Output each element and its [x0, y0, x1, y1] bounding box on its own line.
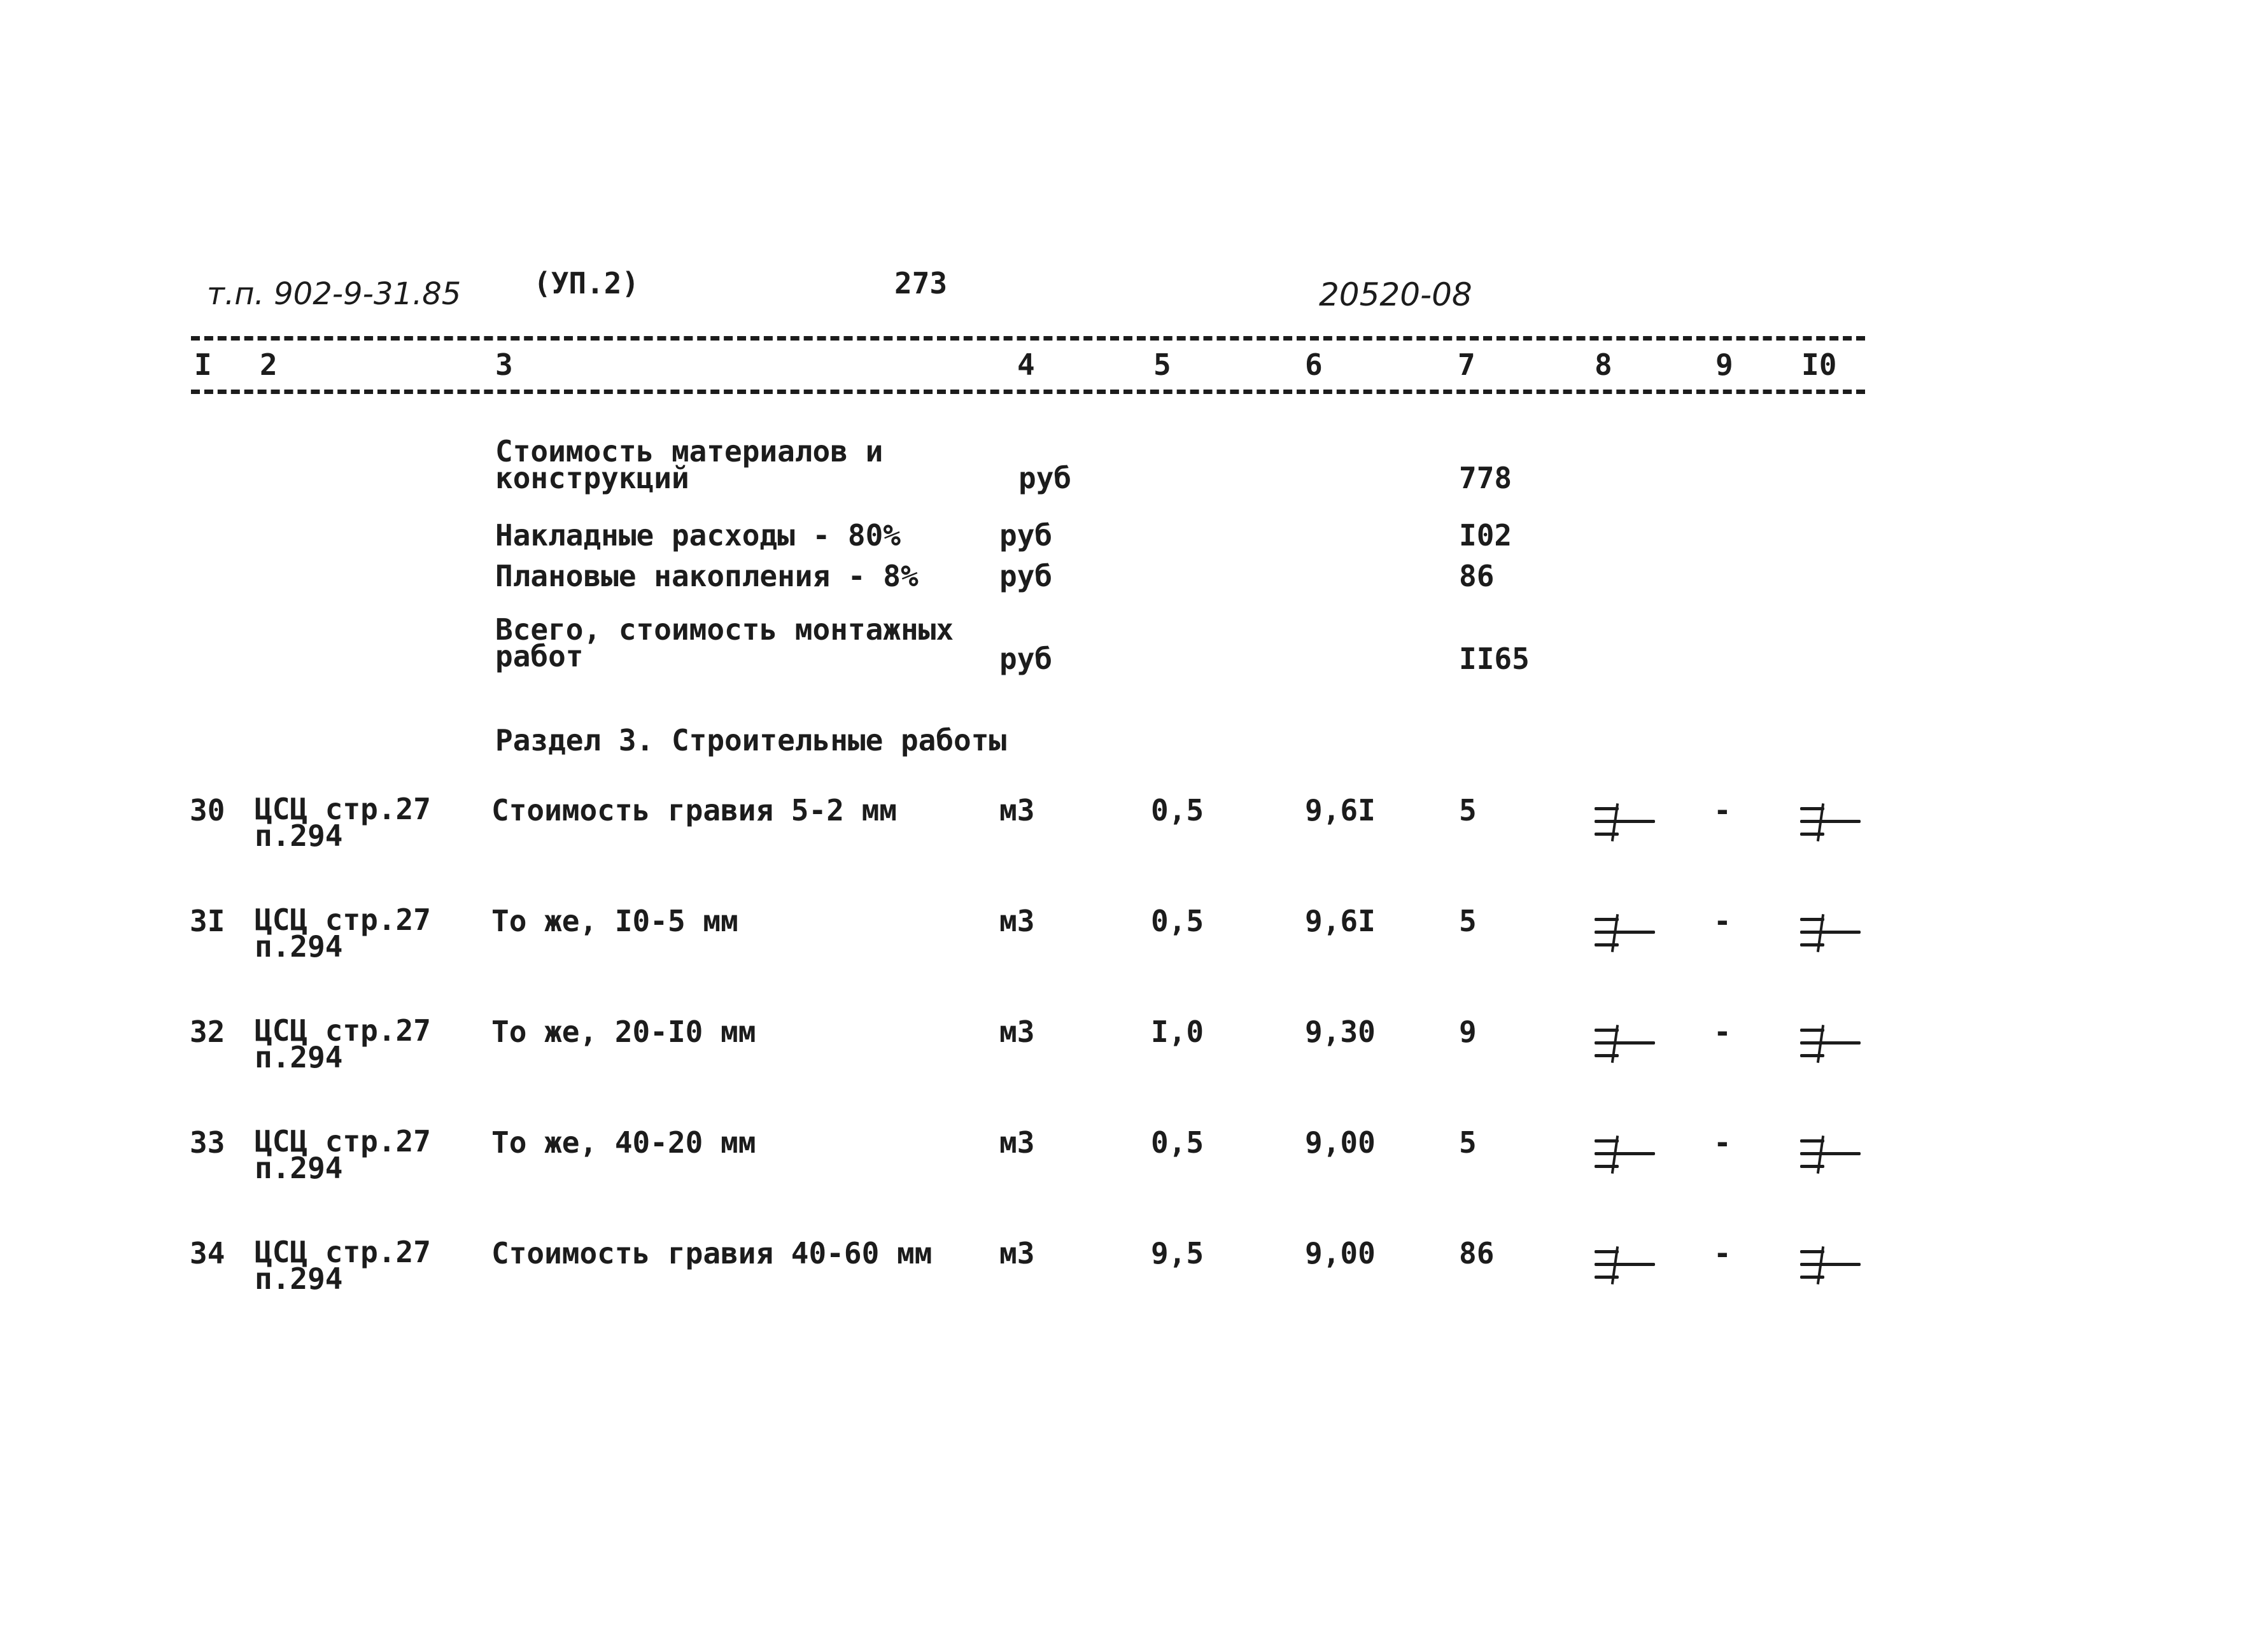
summary-value: I02 — [1459, 518, 1512, 552]
row-unit: м3 — [999, 793, 1035, 827]
row-total: 9 — [1459, 1015, 1477, 1049]
col-2-header: 2 — [260, 348, 278, 382]
ditto-mark — [1800, 1029, 1861, 1066]
row-quantity: 0,5 — [1151, 793, 1204, 827]
row-name: Стоимость гравия 5-2 мм — [491, 793, 897, 827]
row-total: 5 — [1459, 904, 1477, 938]
col-10-header: I0 — [1801, 348, 1837, 382]
summary-value: 778 — [1459, 461, 1512, 495]
col-3-header: 3 — [495, 348, 513, 382]
col-4-header: 4 — [1017, 348, 1035, 382]
summary-label: Стоимость материалов и конструкций — [495, 434, 884, 495]
summary-label: Плановые накопления - 8% — [495, 559, 919, 593]
volume-label: (УП.2) — [533, 266, 640, 300]
row-price: 9,30 — [1305, 1015, 1376, 1049]
ditto-mark — [1800, 1250, 1861, 1287]
row-total: 5 — [1459, 793, 1477, 827]
row-number: 3I — [190, 904, 225, 938]
ditto-mark — [1800, 807, 1861, 844]
row-name: То же, 20-I0 мм — [491, 1015, 756, 1049]
row-reference: ЦСЦ стр.27 п.294 — [255, 1124, 431, 1185]
row-price: 9,6I — [1305, 793, 1376, 827]
summary-label: Всего, стоимость монтажных работ — [495, 612, 954, 673]
page-number: 273 — [894, 266, 948, 300]
row-quantity: I,0 — [1151, 1015, 1204, 1049]
row-unit: м3 — [999, 904, 1035, 938]
summary-unit: руб — [999, 642, 1053, 676]
document-code: т.п. 902-9-31.85 — [207, 276, 461, 312]
col-6-header: 6 — [1305, 348, 1323, 382]
col-1-header: I — [194, 348, 212, 382]
col-9-header: 9 — [1715, 348, 1733, 382]
row-total: 86 — [1459, 1236, 1495, 1270]
row-price: 9,6I — [1305, 904, 1376, 938]
row-col9-value: - — [1714, 1236, 1731, 1270]
row-price: 9,00 — [1305, 1236, 1376, 1270]
row-reference: ЦСЦ стр.27 п.294 — [255, 1013, 431, 1074]
col-5-header: 5 — [1153, 348, 1171, 382]
sheet-code: 20520-08 — [1319, 276, 1472, 313]
row-reference: ЦСЦ стр.27 п.294 — [255, 1235, 431, 1296]
col-7-header: 7 — [1458, 348, 1476, 382]
row-quantity: 0,5 — [1151, 904, 1204, 938]
row-col9-value: - — [1714, 1125, 1731, 1160]
summary-unit: руб — [999, 559, 1053, 593]
row-quantity: 9,5 — [1151, 1236, 1204, 1270]
row-unit: м3 — [999, 1125, 1035, 1160]
row-reference: ЦСЦ стр.27 п.294 — [255, 792, 431, 853]
summary-label: Накладные расходы - 80% — [495, 518, 901, 552]
summary-value: II65 — [1459, 642, 1530, 676]
summary-unit: руб — [1018, 461, 1072, 495]
ditto-mark — [1800, 918, 1861, 955]
row-reference: ЦСЦ стр.27 п.294 — [255, 903, 431, 964]
row-col9-value: - — [1714, 793, 1731, 827]
ditto-mark — [1595, 1139, 1655, 1176]
ditto-mark — [1595, 918, 1655, 955]
row-unit: м3 — [999, 1015, 1035, 1049]
row-number: 30 — [190, 793, 225, 827]
ditto-mark — [1800, 1139, 1861, 1176]
row-name: То же, I0-5 мм — [491, 904, 738, 938]
row-price: 9,00 — [1305, 1125, 1376, 1160]
header-rule-bottom — [191, 390, 1865, 394]
row-number: 34 — [190, 1236, 225, 1270]
row-name: То же, 40-20 мм — [491, 1125, 756, 1160]
header-rule-top — [191, 336, 1865, 341]
summary-value: 86 — [1459, 559, 1495, 593]
row-total: 5 — [1459, 1125, 1477, 1160]
ditto-mark — [1595, 1029, 1655, 1066]
row-unit: м3 — [999, 1236, 1035, 1270]
section-title: Раздел 3. Строительные работы — [495, 723, 1007, 757]
ditto-mark — [1595, 807, 1655, 844]
summary-unit: руб — [999, 518, 1053, 552]
row-number: 33 — [190, 1125, 225, 1160]
row-name: Стоимость гравия 40-60 мм — [491, 1236, 933, 1270]
ditto-mark — [1595, 1250, 1655, 1287]
row-col9-value: - — [1714, 904, 1731, 938]
row-col9-value: - — [1714, 1015, 1731, 1049]
row-quantity: 0,5 — [1151, 1125, 1204, 1160]
row-number: 32 — [190, 1015, 225, 1049]
col-8-header: 8 — [1595, 348, 1612, 382]
